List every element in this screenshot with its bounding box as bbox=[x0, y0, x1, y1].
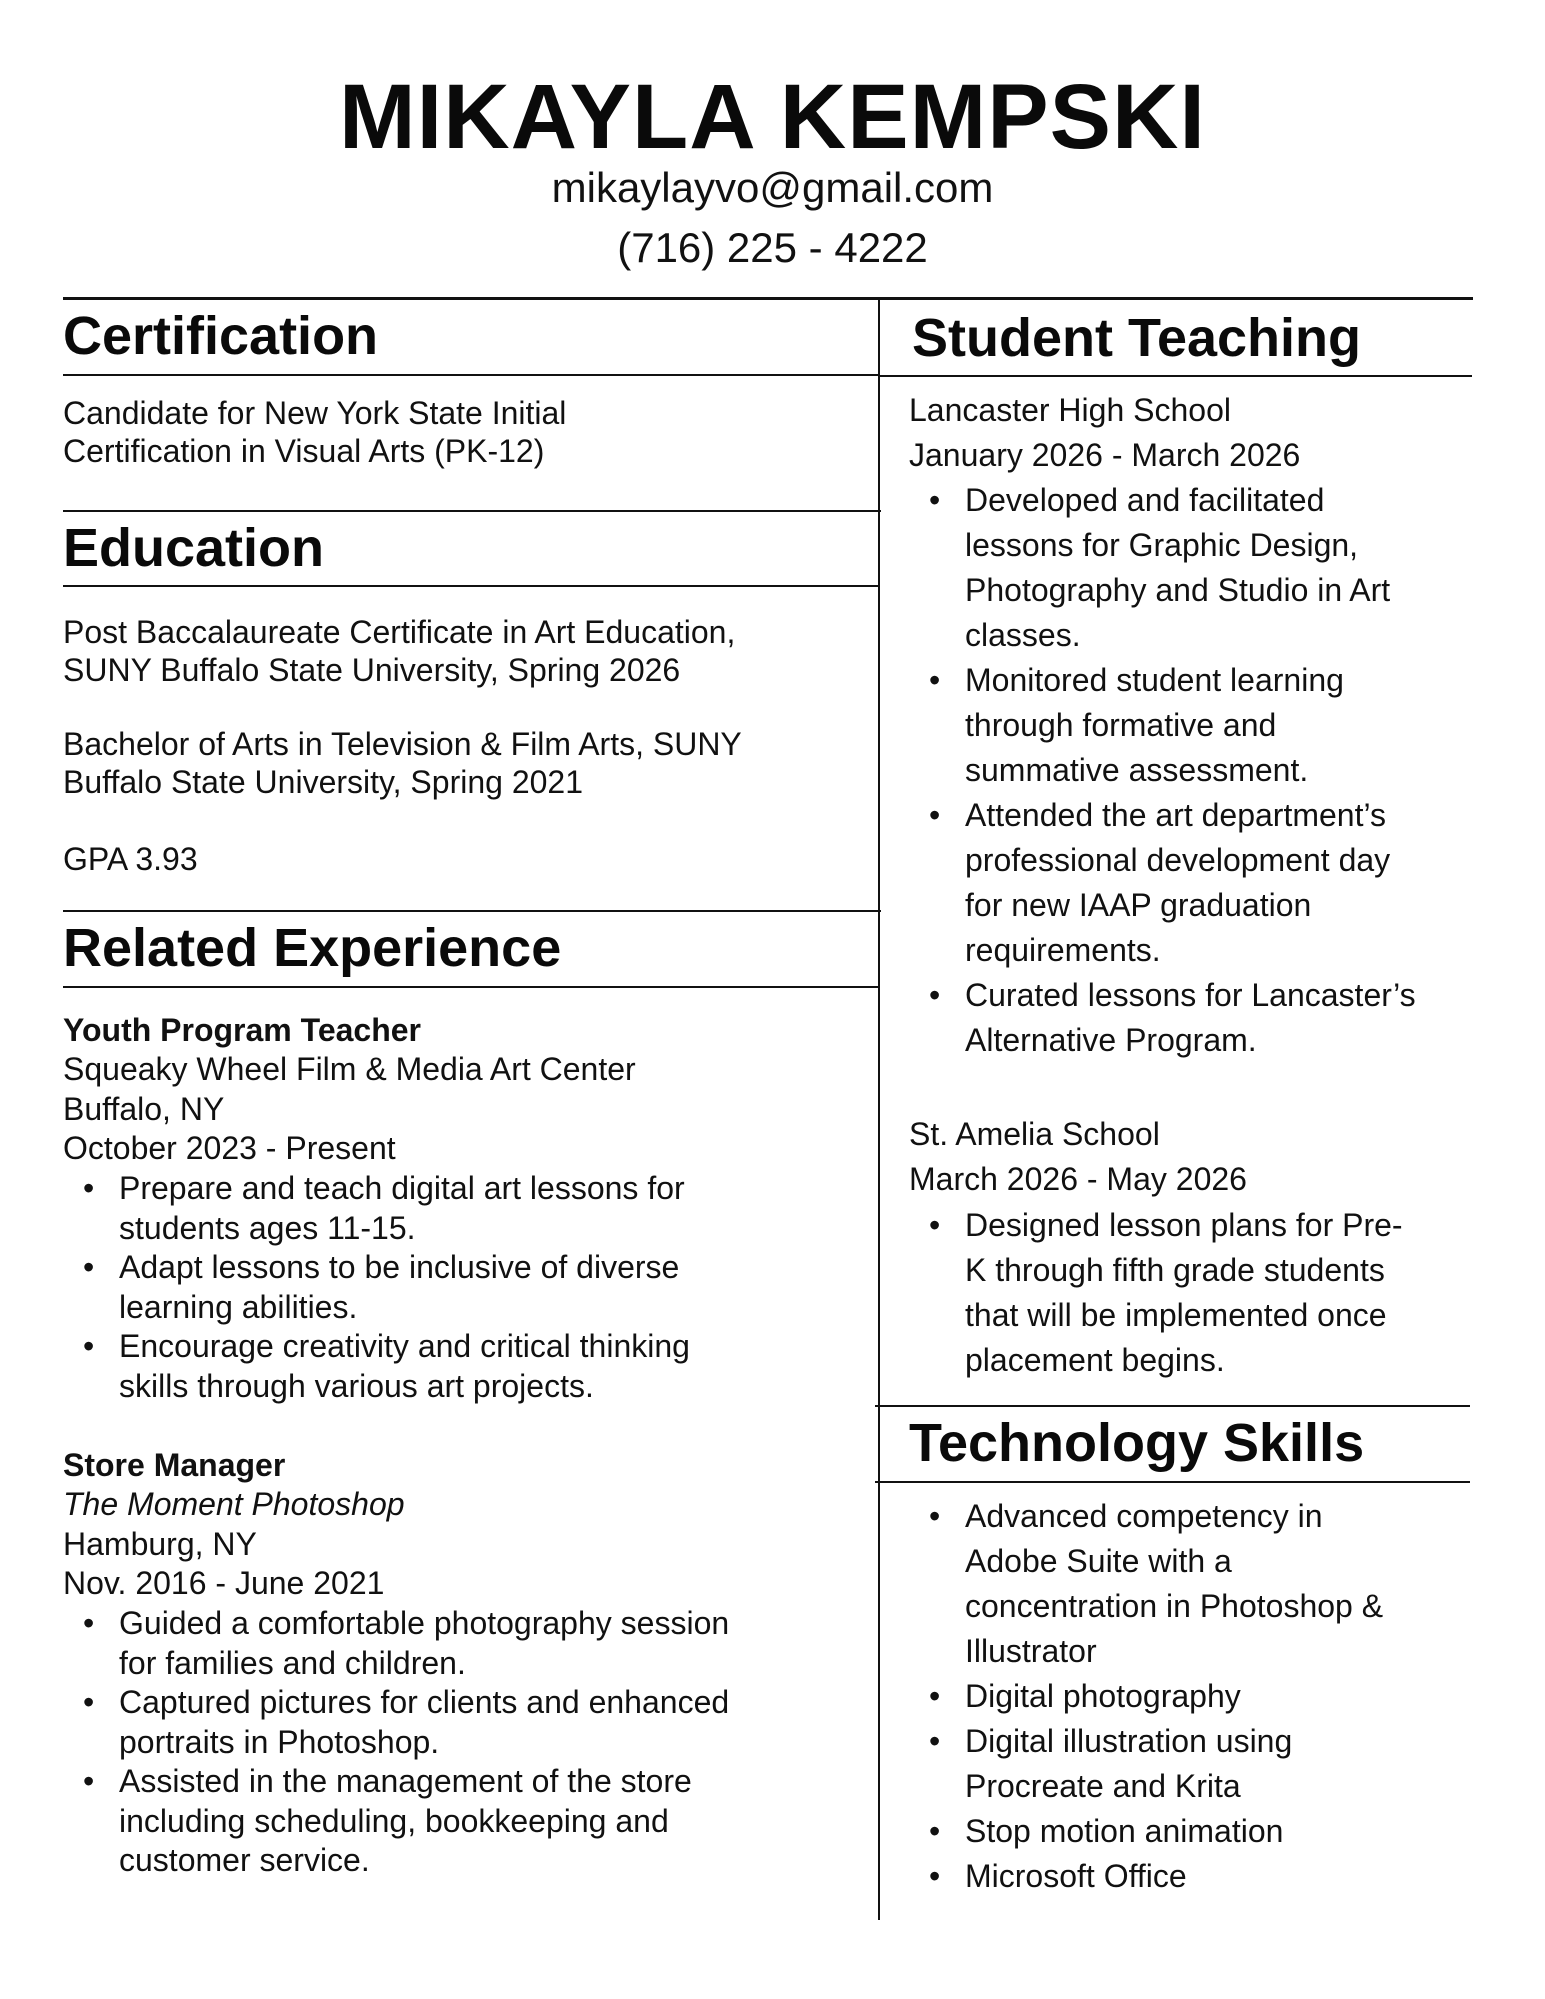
job-location: Buffalo, NY bbox=[63, 1091, 225, 1127]
list-item: • Microsoft Office bbox=[909, 1854, 1489, 1899]
job-duties-list bbox=[63, 1604, 863, 1881]
certification-underline bbox=[63, 374, 878, 376]
list-item: • Prepare and teach digital art lessons for students ages 11-15. bbox=[63, 1169, 863, 1248]
education-heading: Education bbox=[63, 518, 325, 578]
tech-skills-underline bbox=[875, 1481, 1470, 1483]
student-teaching-underline bbox=[878, 375, 1472, 377]
related-experience-heading: Related Experience bbox=[63, 918, 562, 978]
job-organization: The Moment Photoshop bbox=[63, 1486, 405, 1522]
phone-number: (716) 225 - 4222 bbox=[617, 224, 928, 271]
header-divider bbox=[63, 297, 1473, 300]
placement-duties-list bbox=[909, 1203, 1489, 1383]
list-item: • Curated lessons for Lancaster’s Alternative Program. bbox=[909, 973, 1489, 1063]
list-item: • Adapt lessons to be inclusive of diverse learning abilities. bbox=[63, 1248, 863, 1327]
certification-heading: Certification bbox=[63, 306, 379, 366]
technology-skills-heading: Technology Skills bbox=[909, 1413, 1365, 1473]
experience-underline bbox=[63, 986, 878, 988]
certification-line: Certification in Visual Arts (PK-12) bbox=[63, 433, 545, 469]
job-duties-list bbox=[63, 1169, 863, 1406]
education-degree-line: Buffalo State University, Spring 2021 bbox=[63, 764, 583, 800]
education-underline bbox=[63, 585, 878, 587]
certification-line: Candidate for New York State Initial bbox=[63, 395, 567, 431]
list-item: • Stop motion animation bbox=[909, 1809, 1489, 1854]
placement-school: St. Amelia School bbox=[909, 1116, 1160, 1152]
job-location: Hamburg, NY bbox=[63, 1526, 257, 1562]
list-item: • Developed and facilitated lessons for Graphic Design, Photography and Studio in Art classes. bbox=[909, 478, 1489, 658]
list-item: • Digital illustration using Procreate and Krita bbox=[909, 1719, 1489, 1809]
job-dates: October 2023 - Present bbox=[63, 1130, 396, 1166]
job-title: Store Manager bbox=[63, 1447, 286, 1483]
column-divider bbox=[878, 300, 880, 1920]
technology-skills-list bbox=[909, 1494, 1489, 1899]
experience-topline bbox=[63, 910, 881, 912]
education-topline bbox=[63, 510, 881, 512]
education-degree-line: SUNY Buffalo State University, Spring 2026 bbox=[63, 652, 681, 688]
list-item: • Advanced competency in Adobe Suite with a concentration in Photoshop & Illustrator bbox=[909, 1494, 1489, 1674]
placement-dates: January 2026 - March 2026 bbox=[909, 437, 1301, 473]
list-item: • Assisted in the management of the store including scheduling, bookkeeping and customer service. bbox=[63, 1762, 863, 1881]
list-item: • Designed lesson plans for Pre- K through fifth grade students that will be implemented once placement begins. bbox=[909, 1203, 1489, 1383]
education-degree-line: Post Baccalaureate Certificate in Art Education, bbox=[63, 614, 736, 650]
list-item: • Captured pictures for clients and enhanced portraits in Photoshop. bbox=[63, 1683, 863, 1762]
student-teaching-heading: Student Teaching bbox=[912, 308, 1362, 368]
list-item: • Digital photography bbox=[909, 1674, 1489, 1719]
list-item: • Attended the art department’s professional development day for new IAAP graduation requirements. bbox=[909, 793, 1489, 973]
list-item: • Guided a comfortable photography session for families and children. bbox=[63, 1604, 863, 1683]
placement-duties-list bbox=[909, 478, 1489, 1063]
job-organization: Squeaky Wheel Film & Media Art Center bbox=[63, 1051, 636, 1087]
email-address: mikaylayvo@gmail.com bbox=[551, 164, 994, 211]
applicant-name: MIKAYLA KEMPSKI bbox=[339, 66, 1206, 168]
tech-skills-topline bbox=[875, 1405, 1470, 1407]
job-title: Youth Program Teacher bbox=[63, 1012, 421, 1048]
list-item: • Encourage creativity and critical thinking skills through various art projects. bbox=[63, 1327, 863, 1406]
placement-school: Lancaster High School bbox=[909, 392, 1231, 428]
education-degree-line: Bachelor of Arts in Television & Film Arts, SUNY bbox=[63, 726, 742, 762]
placement-dates: March 2026 - May 2026 bbox=[909, 1161, 1247, 1197]
list-item: • Monitored student learning through formative and summative assessment. bbox=[909, 658, 1489, 793]
education-gpa: GPA 3.93 bbox=[63, 841, 198, 877]
job-dates: Nov. 2016 - June 2021 bbox=[63, 1565, 385, 1601]
